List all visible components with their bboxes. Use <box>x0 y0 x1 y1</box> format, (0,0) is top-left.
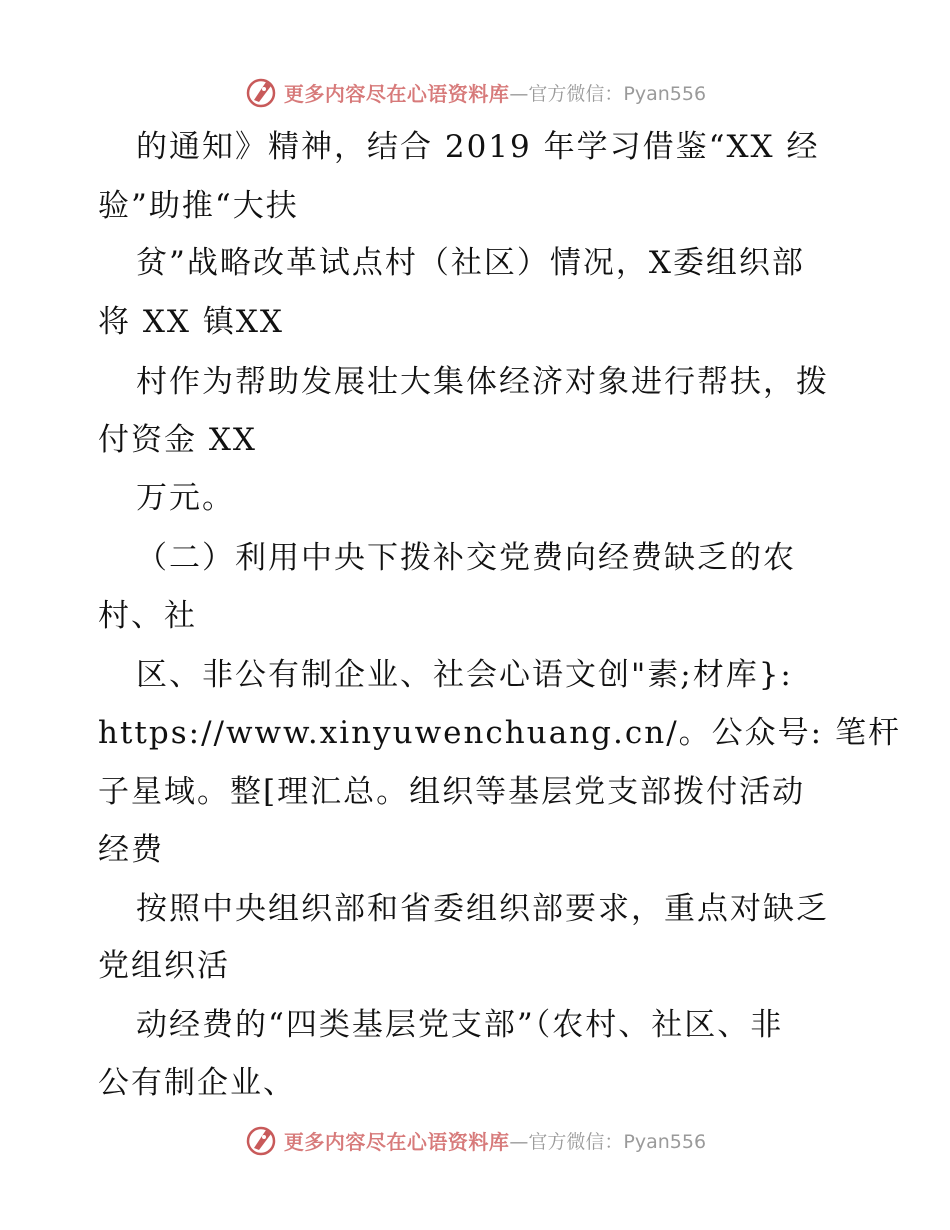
body-line: 经费 <box>98 832 164 868</box>
body-line: 子星域。整[理汇总。组织等基层党支部拨付活动 <box>98 774 806 810</box>
body-line: 党组织活 <box>98 948 230 984</box>
body-line: 公有制企业、 <box>98 1065 296 1101</box>
header-watermark <box>0 72 950 112</box>
body-line: 村、社 <box>98 598 197 634</box>
pen-nib-circle-icon <box>244 74 280 110</box>
footer-contact-text: —官方微信：Pyan556 <box>509 1130 707 1153</box>
body-line: https://www.xinyuwenchuang.cn/。公众号: 笔杆 <box>98 715 901 751</box>
pen-nib-circle-icon <box>244 1122 280 1158</box>
body-line: 将 XX 镇XX <box>98 304 284 340</box>
body-line: 的通知》精神，结合 2019 年学习借鉴“XX 经 <box>136 129 820 165</box>
footer-brand-text: 更多内容尽在心语资料库 <box>283 1129 510 1154</box>
footer-watermark <box>0 1120 950 1160</box>
body-line: 付资金 XX <box>98 422 257 458</box>
header-brand-text: 更多内容尽在心语资料库 <box>283 81 510 106</box>
body-line: 万元。 <box>136 480 235 516</box>
body-line: 验”助推“大扶 <box>98 188 299 224</box>
body-line: 动经费的“四类基层党支部”（农村、社区、非 <box>136 1007 784 1043</box>
header-contact-text: —官方微信：Pyan556 <box>509 82 707 105</box>
body-line: 按照中央组织部和省委组织部要求，重点对缺乏 <box>136 891 829 927</box>
body-line: （二）利用中央下拨补交党费向经费缺乏的农 <box>136 540 796 576</box>
body-line: 区、非公有制企业、社会心语文创"素;材库}: <box>136 657 793 693</box>
body-line: 贫”战略改革试点村（社区）情况，X委组织部 <box>136 245 805 281</box>
body-line: 村作为帮助发展壮大集体经济对象进行帮扶，拨 <box>136 364 829 400</box>
